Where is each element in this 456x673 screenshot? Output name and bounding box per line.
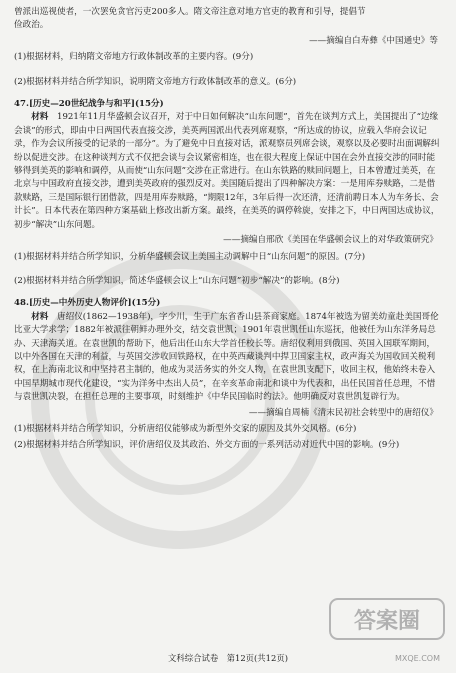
- q48-heading: 48.[历史—中外历史人物评价](15分): [14, 298, 161, 309]
- top-question-1: (1)根据材料，归纳隋文帝地方行政体制改革的主要内容。(9分): [14, 52, 254, 63]
- answer-site-logo: [328, 595, 446, 651]
- top-section: [14, 6, 442, 89]
- q47-question-1: (1)根据材料并结合所学知识，分析华盛顿会议上美国主动调解中日“山东问题”的原因。(7分): [14, 251, 366, 262]
- q48-material-label: 材料: [31, 311, 49, 322]
- question-48: [14, 297, 442, 452]
- q47-material-label: 材料: [31, 112, 49, 123]
- top-text-line1: 曾派出巡视使者，一次罢免贪官污吏200多人。隋文帝注意对地方官吏的教育和引导，提倡节: [14, 7, 366, 17]
- q47-material: [14, 111, 442, 232]
- top-text-line2: 俭政治。: [14, 20, 49, 31]
- q47-question-2: (2)根据材料并结合所学知识，简述华盛顿会议上“山东问题”初步“解决”的影响。(8分): [14, 275, 340, 286]
- q47-source: ——摘编自邢欣《美国在华盛顿会议上的对华政策研究》: [223, 235, 438, 246]
- q48-question-1: (1)根据材料并结合所学知识，分析唐绍仪能够成为新型外交家的原因及其外交风格。(6分): [14, 423, 357, 434]
- question-47: [14, 98, 442, 288]
- q48-question-2: (2)根据材料并结合所学知识，评价唐绍仪及其政治、外交方面的一系列活动对近代中国的影响。(9分): [14, 440, 400, 451]
- q48-material-text: 唐绍仪(1862—1938年)，字少川，生于广东省香山县茶商家庭。1874年被选为留美幼童赴美国哥伦比亚大学求学；1882年被派往朝鲜办理外交，结交袁世凯；1901年袁世凯任山东巡抚，他被任为山东洋务局总办、天津海关道。在袁世凯的帮助下，他后出任山东大学首任校长等。唐绍仪利用到俄国、英国入国联军期间，以中外各国在天津的利益，与英国交涉收回铁路权，在中英西藏谈判中捍卫国家主权，政声海关为国收回关税利权，在上海南北议和中坚持君主制的，他成为灵活务实的外交人物，在袁世凯支配下，收回主权，他始终未卷入中国早期城市现代化建设，“实为洋务中杰出人员”，在辛亥革命南北和谈中为代表和，出任民国首任总理，不惜与袁世凯决裂，在担任总理的主要事项，时刻维护《中华民国临时约法》。他明确反对袁世凯复辟行为。: [14, 311, 439, 403]
- logo-caption: MXQE.COM: [394, 653, 440, 663]
- page-footer: 文科综合试卷 第12页(共12页): [168, 652, 288, 663]
- q47-material-text: 1921年11月华盛顿会议召开，对于中日如何解决“山东问题”，首先在谈判方式上，美国提出了“边缘会谈”的形式，即由中日两国代表直接交涉，美英两国派出代表列席观察，“所达成的协议，应载入华府会议记录，作为会议所接受的记录的一部分”。为了避免中日直接对话，派观察员列席会谈，观察以及必要时出面调解纠纷以促进交涉。在这种谈判方式不仅把会谈与会议紧密相连，也在很大程度上保证中国在会外直接交涉的同时能够得到美英的影响和调停，从而使“山东问题”交涉在正常进行。在山东铁路的赎回问题上，日本曾遭过美英，在北京与中国政府直接交涉，遭到美英政府的强烈反对。美国随后提出了四种解决方案：一是用库券赎路，二是借款赎路，三是国际银行团借款，四是用库券赎路，“期限12年，3年后得一次还清，还清前聘日本人为车务长、会计长”。日本代表在第四种方案基础上修改出新方案。最终，在美英的调停斡旋，安排之下，中日两国达成协议，初步“解决”山东问题。: [14, 112, 440, 230]
- top-source: ——摘编自白寿彝《中国通史》等: [309, 35, 438, 46]
- logo-text: 答案圈: [353, 609, 421, 634]
- q48-material: [14, 311, 442, 405]
- q47-heading: 47.[历史—20世纪战争与和平](15分): [14, 99, 164, 110]
- q48-source: ——摘编自周楠《清末民初社会转型中的唐绍仪》: [248, 407, 438, 418]
- top-question-2: (2)根据材料并结合所学知识，说明隋文帝地方行政体制改革的意义。(6分): [14, 76, 297, 87]
